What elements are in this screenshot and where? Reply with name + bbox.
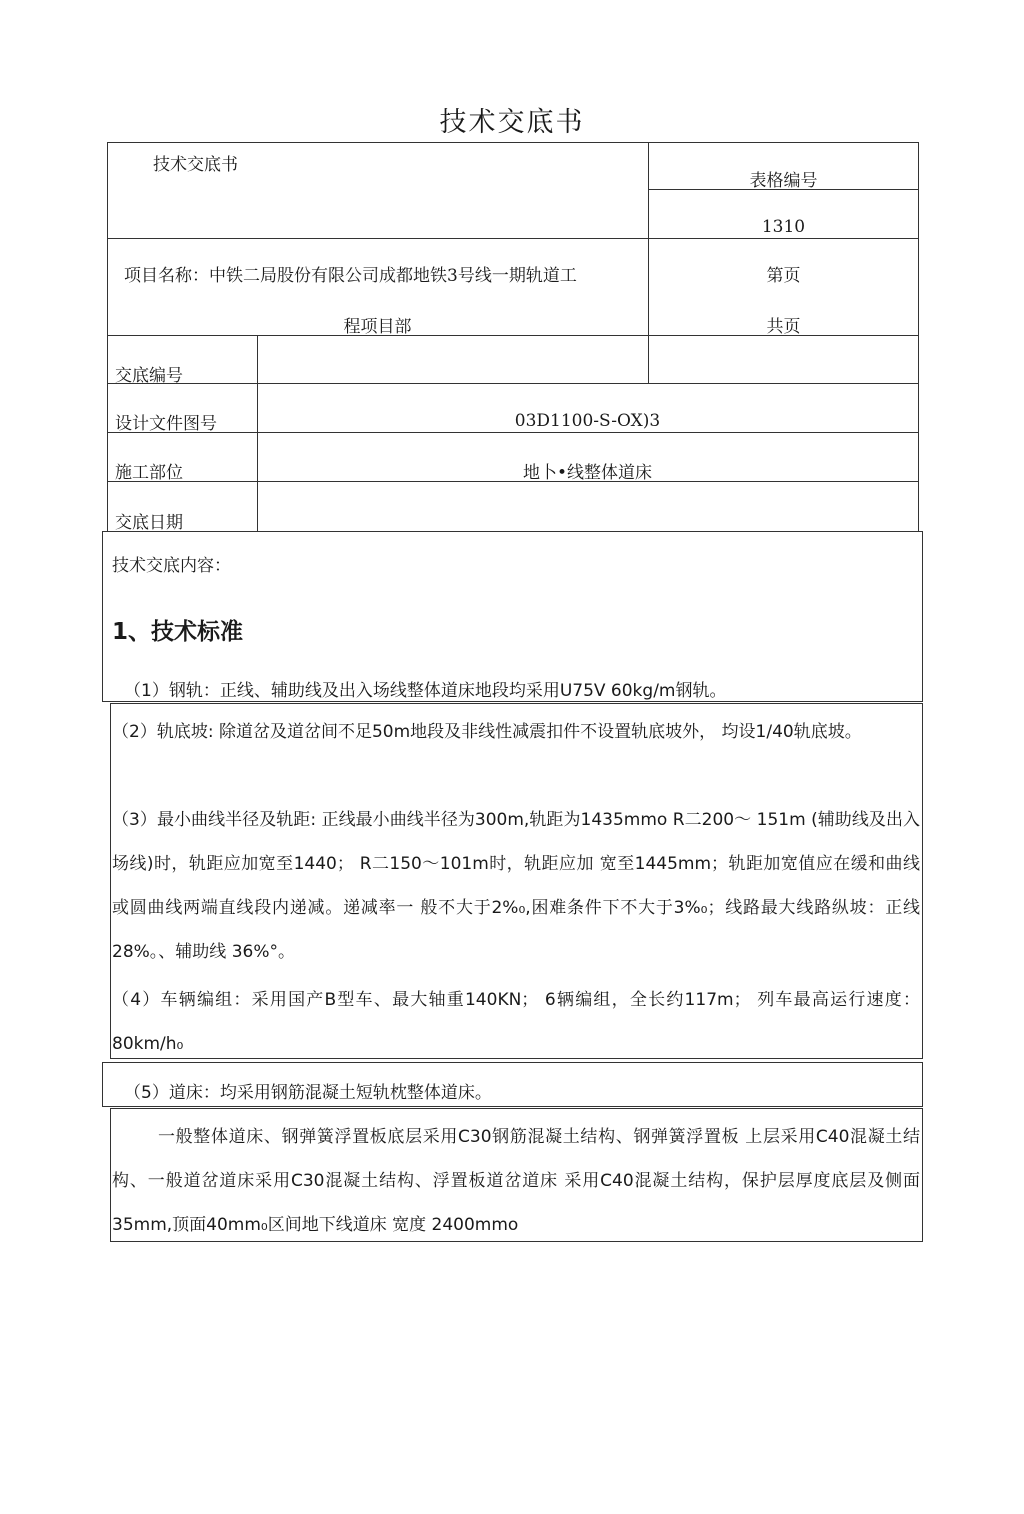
paragraph-concrete-structure: 一般整体道床、钢弹簧浮置板底层采用C30钢筋混凝土结构、钢弹簧浮置板 上层采用C40混凝土结构、一般道岔道床采用C30混凝土结构、浮置板道岔道床 采用C40混凝土结构，保护层厚度底层及侧面35mm,顶面40mm₀区间地下线道床 宽度 2400mmo (112, 1127, 920, 1235)
field-label-construction-part: 施工部位 (115, 463, 183, 483)
field-label-drawing-no: 设计文件图号 (115, 414, 217, 434)
project-name-line1: 项目名称：中铁二局股份有限公司成都地铁3号线一期轨道工 (124, 266, 577, 286)
field-value-drawing-no: 03D1100-S-OX)3 (514, 411, 661, 431)
total-pages-label: 共页 (766, 317, 801, 337)
item-curve-radius-gauge: （3）最小曲线半径及轨距: 正线最小曲线半径为300m,轨距为1435mmo R二200〜 151m (辅助线及出入场线)时，轨距应加宽至1440； R二150〜101m时，轨距应加 宽至1445mm；轨距加宽值应在缓和曲线或圆曲线两端直线段内递减。递减率一 般不大于2%₀,困难条件下不大于3%₀；线路最大线路纵坡：正线28%。、辅助线 36%°。 (112, 810, 920, 962)
document-title: 技术交底书 (439, 107, 585, 138)
form-number-value: 1310 (761, 217, 806, 237)
field-label-disclosure-no: 交底编号 (115, 366, 183, 386)
project-name-line2: 程项目部 (343, 317, 412, 337)
content-intro: 技术交底内容： (112, 556, 231, 576)
item-rail-cant: （2）轨底坡: 除道岔及道岔间不足50m地段及非线性减震扣件不设置轨底坡外， 均设1/40轨底坡。 (112, 722, 862, 742)
page-label: 第页 (766, 266, 801, 286)
form-number-label: 表格编号 (749, 171, 818, 191)
field-label-disclosure-date: 交底日期 (115, 513, 183, 533)
item-track-bed: （5）道床：均采用钢筋混凝土短轨枕整体道床。 (124, 1083, 492, 1103)
section-heading-standards: 1、技术标准 (112, 619, 244, 645)
header-cell-title: 技术交底书 (153, 155, 238, 175)
field-value-construction-part: 地卜•线整体道床 (522, 463, 653, 483)
item-vehicle-formation: （4）车辆编组：采用国产B型车、最大轴重140KN； 6辆编组，全长约117m； 列车最高运行速度：80km/h₀ (112, 990, 920, 1054)
item-rail: （1）钢轨：正线、辅助线及出入场线整体道床地段均采用U75V 60kg/m钢轨。 (124, 681, 727, 701)
